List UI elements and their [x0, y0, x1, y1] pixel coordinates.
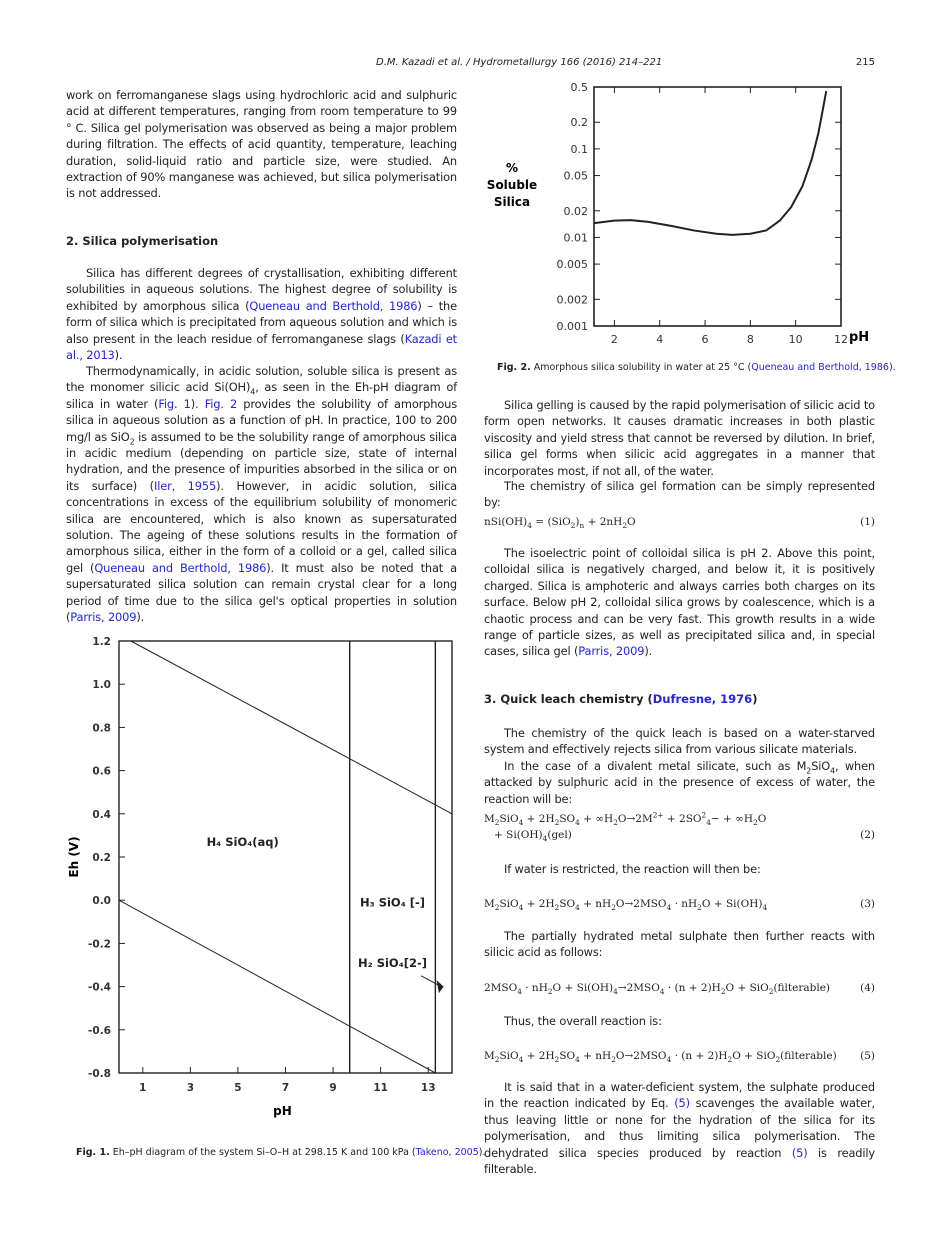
text-run: O→2MSO [615, 1050, 667, 1062]
text-run: = (SiO [531, 516, 571, 528]
text-run: The isoelectric point of colloidal silica is pH 2. Above this point, colloidal silica is negatively charged, and below it, it is positively charged. Silica is amphoteric and always carries both charges on its surface. Below pH 2, colloidal silica grows by coalescence, which is a chaotic process and can be very fast. This growth results in a wide range of particle sizes, as well as precipitated silica and, in special cases, silica gel ( [484, 546, 875, 659]
section-heading-3 [484, 692, 757, 706]
text-run: ) [752, 692, 758, 706]
text-run: + 2nH [584, 516, 623, 528]
paragraph [484, 928, 875, 961]
figure-1-caption [76, 1147, 485, 1158]
y-tick-label: 0.01 [563, 231, 588, 245]
text-run: provides the solubility of amorphous silica in aqueous solution as a function of pH. In practice, 100 to 200 mg/l as SiO [66, 396, 457, 444]
text-run: ) – the form of silica which is precipitated from aqueous solution and which is also present in the leach residue of ferromanganese slags ( [66, 298, 457, 346]
x-tick-label: 9 [329, 1082, 337, 1094]
citation-link[interactable]: Fig. 2 [204, 396, 238, 411]
text-run: 4 [613, 987, 618, 997]
text-run: 2 [727, 1055, 733, 1065]
text-run: O + SiO [732, 1050, 776, 1062]
text-run: In the case of a divalent metal silicate, such as M [504, 759, 807, 773]
text-run: It is said that in a water-deficient system, the sulphate produced in the reaction indicated by Eq. [484, 1080, 875, 1111]
text-run: 2+ [652, 810, 664, 820]
text-run: is readily filterable. [484, 1145, 875, 1177]
text-run: 4 [666, 1055, 672, 1065]
text-run: SO [559, 813, 576, 825]
y-tick-label: 0.02 [563, 204, 588, 218]
equation-body [484, 810, 767, 844]
y-tick-label: 0.8 [92, 722, 111, 735]
text-run: 4 [518, 1055, 524, 1065]
text-run: · (n + 2)H [664, 982, 721, 994]
text-run: + ∞H [579, 813, 614, 825]
x-tick-label: 10 [788, 333, 803, 345]
text-run: ). [644, 644, 653, 659]
text-run: 2 [720, 987, 726, 997]
text-run: Silica gelling is caused by the rapid polymerisation of silicic acid to form open networks. It causes dramatic increases in both plastic viscosity and yield stress that cannot be reversed by dilution. In brief, silica gel forms when silicic acid aggregates in a manner that incorporates most, if not all, of the water. [484, 398, 875, 478]
paragraph [484, 1013, 875, 1029]
text-run: , when attacked by sulphuric acid in the presence of excess of water, the reaction will be: [484, 759, 875, 806]
citation-link[interactable]: Kazadi et al., 2013 [66, 331, 457, 363]
text-run: scavenges the available water, thus leaving little or none for the hydration of the silica for its polymerisation, and thus limiting silica polymerisation. The dehydrated silica species produced by reaction [484, 1096, 875, 1160]
figure-2-solubility-chart [484, 80, 884, 345]
x-tick-label: 8 [746, 333, 754, 345]
y-tick-label: 0.001 [556, 320, 588, 333]
text-run: 2 [753, 818, 758, 828]
text-run: SO [559, 1050, 576, 1062]
text-run: The partially hydrated metal sulphate then further reacts with silicic acid as follows: [484, 929, 875, 960]
text-run: O + Si(OH) [701, 898, 763, 910]
text-run: ). [888, 362, 896, 373]
x-tick-label: 6 [701, 333, 709, 345]
text-run: M [484, 898, 495, 910]
text-run: 4 [575, 818, 580, 828]
text-run: ). [114, 348, 123, 363]
text-run: SiO [499, 813, 519, 825]
text-run: Eh–pH diagram of the system Si–O–H at 298.15 K and 100 kPa ( [109, 1147, 416, 1158]
text-run: 4 [830, 766, 836, 776]
paragraph [484, 397, 875, 479]
text-run: 2 [554, 903, 560, 913]
equation-number: (5) [860, 1050, 875, 1062]
y-axis-label: Eh (V) [67, 836, 81, 878]
text-run: M [484, 1050, 495, 1062]
text-run: 2 [494, 818, 500, 828]
text-run: 2 [554, 1055, 560, 1065]
equation-1 [484, 514, 875, 530]
species-label: H₄ SiO₄(aq) [206, 835, 279, 850]
text-run: 4 [250, 387, 256, 397]
paragraph [484, 1079, 875, 1177]
text-run: 2 [611, 1055, 616, 1065]
paragraph [484, 758, 875, 807]
text-run: 2 [570, 521, 576, 531]
text-run: nSi(OH) [484, 516, 528, 528]
x-tick-label: 12 [834, 333, 848, 345]
text-run: 4 [518, 818, 524, 828]
text-run: 2 [806, 766, 812, 776]
x-tick-label: 2 [610, 333, 618, 345]
text-run: O + Si(OH) [552, 982, 614, 994]
text-run: 4 [575, 1055, 580, 1065]
x-tick-label: 7 [281, 1082, 290, 1094]
citation-link[interactable]: (5) [791, 1145, 808, 1160]
equation-2 [484, 811, 875, 843]
citation-link[interactable]: Iler, 1955 [153, 478, 217, 493]
text-run: O→2M [617, 813, 653, 825]
text-run: · nH [521, 982, 548, 994]
text-run: If water is restricted, the reaction will then be: [504, 862, 761, 876]
text-run: 2 [622, 521, 627, 531]
equation-body [484, 1050, 837, 1065]
text-run: ). [190, 396, 205, 411]
series-line-upper-water-stability [131, 641, 452, 814]
y-tick-label: 0.4 [92, 808, 111, 821]
y-tick-label: 1.2 [92, 636, 111, 648]
plot-frame [119, 641, 452, 1073]
x-tick-label: 3 [186, 1082, 195, 1094]
x-tick-label: 1 [139, 1082, 147, 1094]
text-run: · nH [671, 898, 698, 910]
caption-label: Fig. 1. [76, 1147, 110, 1158]
y-tick-label: 1.0 [92, 679, 111, 692]
y-tick-label: 0.2 [570, 116, 588, 130]
text-run: M [484, 813, 495, 825]
text-run: O→2MSO [615, 898, 667, 910]
text-run: O [627, 516, 636, 528]
text-run: 4 [666, 903, 672, 913]
text-run: Silica has different degrees of crystallisation, exhibiting different solubilities in aqueous solutions. The highest degree of solubility is exhibited by amorphous silica ( [66, 266, 457, 313]
y-tick-label: -0.4 [88, 981, 111, 994]
y-tick-label: 0.5 [570, 81, 588, 94]
text-run: 2 [129, 436, 135, 446]
text-run: + 2H [523, 1050, 555, 1062]
figure-2-caption [497, 362, 896, 373]
equation-number: (4) [860, 982, 875, 994]
text-run: 2 [775, 1055, 781, 1065]
text-run: work on ferromanganese slags using hydrochloric acid and sulphuric acid at different temperatures, ranging from room temperature to 99 ° C. Silica gel polymerisation was observed as being a major problem during filtration. The effects of acid quantity, temperature, leaching duration, solid-liquid ratio and particle size, were studied. An extraction of 90% manganese was achieved, but silica polymerisation is not addressed. [66, 88, 457, 201]
text-run: 2 [494, 903, 500, 913]
text-run: 2 [768, 987, 774, 997]
text-run: Thermodynamically, in acidic solution, soluble silica is present as the monomer silicic acid Si(OH) [66, 364, 457, 395]
text-run: 3. Quick leach chemistry ( [484, 692, 653, 706]
text-run: SO [559, 898, 576, 910]
x-axis-label: pH [849, 330, 870, 345]
equation-number: (3) [860, 898, 875, 910]
text-run: + nH [579, 1050, 612, 1062]
y-axis-label: % Soluble Silica [486, 161, 538, 209]
equation-3 [484, 896, 875, 912]
text-run: · (n + 2)H [671, 1050, 728, 1062]
citation-link[interactable]: Queneau and Berthold, 1986 [94, 560, 267, 575]
text-run: + nH [579, 898, 612, 910]
text-run: ). However, in acidic solution, silica concentrations in excess of the equilibrium solubility of monomeric silica are encountered, which is also known as supersaturated solution. The ageing of these solutions results in the formation of amorphous silica, either in the form of a colloid or a gel, called silica gel ( [66, 478, 457, 575]
paragraph [484, 478, 875, 511]
plot-frame [594, 87, 841, 326]
text-run: The chemistry of the quick leach is based on a water-starved system and effectively rejects silica from various silicate materials. [484, 726, 875, 757]
text-run: − + ∞H [710, 813, 754, 825]
text-run: Thus, the overall reaction is: [504, 1014, 662, 1028]
y-tick-label: 0.05 [563, 169, 588, 183]
x-tick-label: 11 [373, 1082, 388, 1094]
y-tick-label: 0.002 [556, 293, 588, 307]
text-run: 4 [659, 987, 665, 997]
y-tick-label: 0.6 [92, 765, 111, 778]
text-run: 4 [527, 521, 532, 531]
paragraph [66, 363, 457, 626]
paragraph [484, 545, 875, 660]
citation-link[interactable]: Queneau and Berthold, 1986 [751, 362, 889, 373]
series-line-lower-water-stability [119, 900, 435, 1073]
text-run: ). [478, 1147, 486, 1158]
text-run: SiO [499, 1050, 519, 1062]
text-run: 2 [494, 1055, 500, 1065]
text-run: (gel) [547, 829, 572, 841]
section-heading-2: 2. Silica polymerisation [66, 234, 219, 248]
text-run: , as seen in the Eh-pH diagram of silica in water ( [66, 380, 457, 411]
citation-link[interactable]: Takeno, 2005 [415, 1147, 479, 1158]
equation-body [484, 516, 636, 531]
citation-link[interactable]: Queneau and Berthold, 1986 [249, 298, 418, 313]
text-run: + 2H [523, 898, 555, 910]
text-run: ) [575, 516, 580, 528]
equation-number: (2) [860, 829, 875, 841]
species-label: H₃ SiO₄ [-] [360, 895, 426, 910]
caption-label: Fig. 2. [497, 362, 531, 373]
y-tick-label: -0.2 [88, 938, 111, 951]
text-run: 4 [706, 818, 711, 828]
text-run: is assumed to be the solubility range of amorphous silica in acidic medium (depending on particle size, state of internal hydration, and the presence of impurities absorbed in the silica or on its surface) ( [66, 429, 458, 493]
citation-link[interactable]: Fig. 1 [158, 396, 191, 411]
paragraph [66, 87, 457, 202]
text-run: + 2SO [663, 813, 702, 825]
equation-body [484, 898, 768, 913]
paragraph [484, 861, 875, 877]
arrow-head-icon [437, 980, 444, 993]
text-run: 2 [701, 810, 707, 820]
y-tick-label: -0.6 [88, 1024, 111, 1037]
text-run: 2 [613, 818, 618, 828]
text-run: 2 [547, 987, 553, 997]
text-run: 4 [518, 903, 524, 913]
text-run: O + SiO [725, 982, 769, 994]
text-run: ). [136, 610, 145, 625]
text-run: SiO [811, 759, 831, 773]
text-run: ). It must also be noted that a supersaturated silica solution can remain crystal clear for a long period of time due to the silica gel's optical properties in solution ( [66, 560, 457, 625]
y-tick-label: 0.0 [92, 895, 111, 908]
text-run: + Si(OH) [494, 829, 543, 841]
citation-link[interactable]: Parris, 2009 [578, 644, 645, 659]
text-run: SiO [499, 898, 519, 910]
running-title: D.M. Kazadi et al. / Hydrometallurgy 166 (2016) 214–221 [376, 57, 663, 68]
text-run: 4 [517, 987, 522, 997]
x-tick-label: 5 [234, 1082, 242, 1094]
text-run: 2MSO [484, 982, 518, 994]
citation-link[interactable]: (5) [674, 1096, 690, 1111]
x-tick-label: 13 [420, 1082, 436, 1094]
paragraph [66, 265, 457, 363]
text-run: (filterable) [780, 1050, 837, 1062]
equation-body [484, 982, 831, 997]
y-tick-label: -0.8 [88, 1068, 111, 1080]
species-label: H₂ SiO₄[2-] [358, 956, 428, 971]
citation-link[interactable]: Dufresne, 1976 [652, 692, 753, 706]
paragraph [484, 725, 875, 758]
figure-1-eh-ph-diagram [60, 630, 470, 1130]
text-run: 4 [762, 903, 768, 913]
equation-5 [484, 1048, 875, 1064]
x-tick-label: 4 [656, 333, 664, 345]
solubility-curve [594, 91, 826, 235]
equation-number: (1) [860, 516, 875, 528]
x-axis-label: pH [273, 1104, 292, 1118]
text-run: The chemistry of silica gel formation can be simply represented by: [484, 479, 875, 510]
text-run: (filterable) [773, 982, 831, 994]
text-run: Amorphous silica solubility in water at 25 °C ( [530, 362, 752, 373]
equation-4 [484, 980, 875, 996]
y-tick-label: 0.005 [556, 258, 588, 272]
text-run: + 2H [523, 813, 555, 825]
y-tick-label: 0.2 [92, 852, 111, 864]
text-run: 2 [554, 818, 560, 828]
citation-link[interactable]: Parris, 2009 [70, 610, 137, 625]
text-run: →2MSO [617, 982, 660, 994]
text-run: 2 [697, 903, 702, 913]
text-run: 4 [542, 834, 548, 844]
text-run: O [757, 813, 767, 825]
text-run: 2 [611, 903, 616, 913]
text-run: n [579, 521, 585, 531]
page-number: 215 [855, 57, 875, 68]
text-run: 4 [575, 903, 580, 913]
y-tick-label: 0.1 [570, 142, 588, 156]
